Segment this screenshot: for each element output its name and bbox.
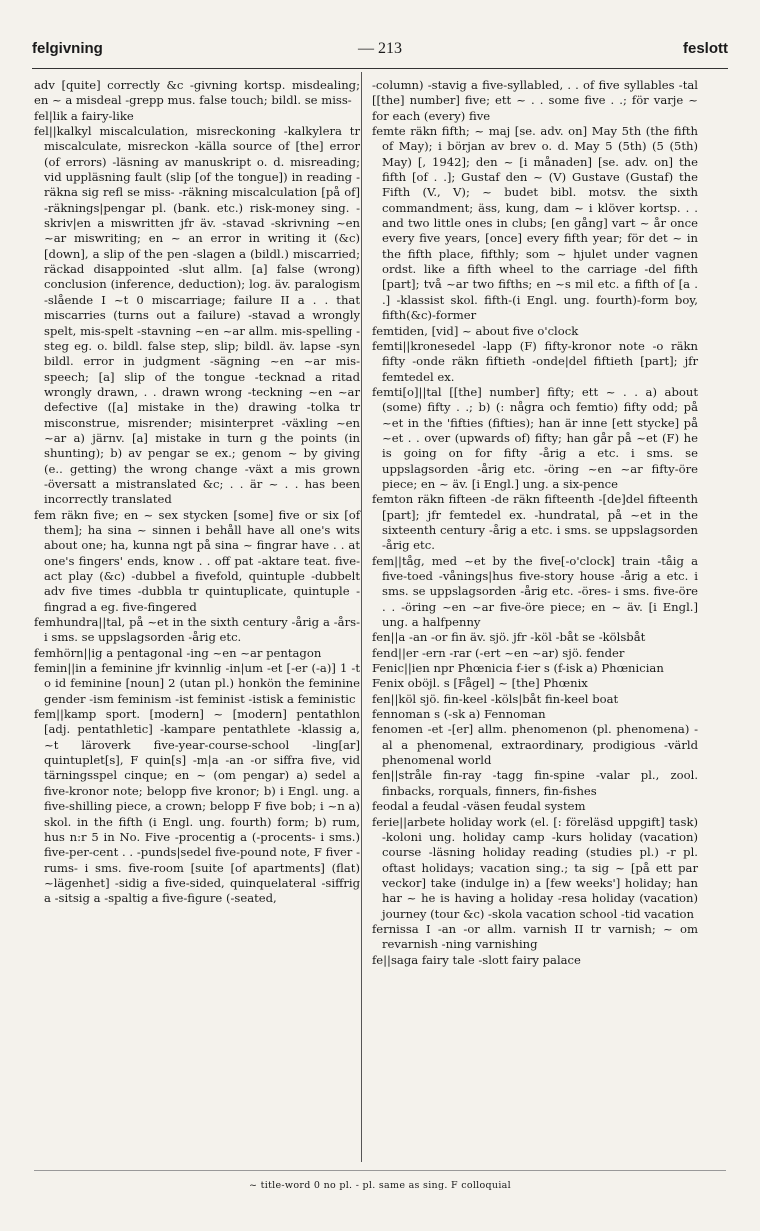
right-column [372, 78, 698, 968]
entry: fend||er -ern -rar (-ert ~en ~ar) sjö. fender [372, 645, 625, 660]
entry: fenomen -et -[er] allm. phenomenon (pl. phenomena) -al a phenomenal, extraordinary, prodigious -värld phenomenal world [372, 722, 698, 768]
entry: femhundra||tal, på ~et in the sixth century -årig a -års- i sms. se uppslagsorden -årig etc. [34, 615, 360, 645]
header-rule [32, 68, 728, 69]
entry: Fenic||ien npr Phœnicia f-ier s (f-isk a) Phœnician [372, 661, 664, 676]
entry: fem||kamp sport. [modern] ~ [modern] pentathlon [adj. pentathletic] -kampare pentathlete -klassig a, ~t läroverk five-year-course-school -ling[ar] quintuplet[s], F quin[s] -m|a -an -or siffra five, vid tärningsspel cinque; en ~ (om pengar) a) sedel a five-kronor note; belopp five kronor; b) i Engl. ung. a five-shilling piece, a crown; belopp F five bob; i ~n a) skol. in the fifth (i Engl. ung. fourth) form; b) rum, hus n:r 5 in No. Five -procentig a (-procents- i sms.) five-per-cent . . -punds|sedel five-pound note, F fiver -rums- i sms. five-room [suite [of apartments] (flat) ~lägenhet] -sidig a five-sided, quinquelateral -siffrig a -sitsig a -spaltig a five-figure (-seated, [34, 707, 360, 906]
entry: feodal a feudal -väsen feudal system [372, 799, 586, 814]
running-head-left: felgivning [32, 40, 103, 57]
entry: femti[o]||tal [[the] number] fifty; ett ~ . . a) about (some) fifty . .; b) (: några och femtio) fifty odd; på ~et in the 'fifties (fifties); han är inne [ett stycke] på ~et . . over (upwards of) fifty; han går på ~et (F) he is going on for fifty -årig a etc. i sms. se uppslagsorden -årig etc. -öring ~en ~ar fifty-öre piece; en ~ äv. [i Engl.] ung. a six-pence [372, 384, 698, 491]
entry: fernissa I -an -or allm. varnish II tr varnish; ~ om revarnish -ning varnishing [372, 921, 698, 952]
entry: Fenix oböjl. s [Fågel] ~ [the] Phœnix [372, 676, 588, 691]
entry: fem||tåg, med ~et by the five[-o'clock] train -tåig a five-toed -vånings|hus five-story house -årig a etc. i sms. se uppslagsorden -årig etc. -öres- i sms. five-öre . . -öring ~en ~ar five-öre piece; en ~ äv. [i Engl.] ung. a halfpenny [372, 553, 698, 630]
entry: ferie||arbete holiday work (el. [: föreläsd uppgift] task) -koloni ung. holiday camp -kurs holiday (vacation) course -läsning holiday reading (studies pl.) -r pl. oftast holidays; vacation sing.; ta sig ~ [på ett par veckor] take (indulge in) a [few weeks'] holiday; han har ~ he is having a holiday -resa holiday (vacation) journey (tour &c) -skola vacation school -tid vacation [372, 814, 698, 921]
page-number: — 213 [358, 40, 402, 58]
entry: fennoman s (-sk a) Fennoman [372, 707, 546, 722]
entry: fem räkn five; en ~ sex stycken [some] five or six [of them]; ha sina ~ sinnen i behåll have all one's wits about one; ha, kunna ngt på sina ~ fingrar have . . at one's fingers' ends, know . . off pat -aktare teat. five-act play (&c) -dubbel a fivefold, quintuple -dubbelt adv five times -dubbla tr quintuplicate, quintuple -fingrad a eg. five-fingered [34, 507, 360, 614]
entry: -column) -stavig a five-syllabled, . . of five syllables -tal [[the] number] five; ett ~ . . some five . .; för varje ~ for each (every) five [372, 78, 698, 123]
running-head-right: feslott [683, 40, 728, 57]
entry: femte räkn fifth; ~ maj [se. adv. on] May 5th (the fifth of May); i början av brev o. d. May 5 (5th) (5 (5th) May) [, 1942]; den ~ [i månaden] [se. adv. on] the fifth [of . .]; Gustaf den ~ (V) Gustave (Gustaf) the Fifth (V., V); ~ budet bibl. motsv. the sixth commandment; äss, kung, dam ~ i klöver kortsp. . . and two little ones in clubs; [en gång] vart ~ år once every five years, [once] every fifth year; för det ~ in the fifth place, fifthly; som ~ hjulet under vagnen ordst. like a fifth wheel to the carriage -del fifth [part]; två ~ar two fifths; en ~s mil etc. a fifth of [a . .] -klassist skol. fifth-(i Engl. ung. fourth)-form boy, fifth(&c)-former [372, 124, 698, 323]
entry: femhörn||ig a pentagonal -ing ~en ~ar pentagon [34, 645, 322, 660]
entry: femin||in a feminine jfr kvinnlig -in|um -et [-er (-a)] 1 -t o id feminine [noun] 2 (utan pl.) honkön the feminine gender -ism feminism -ist feminist -istisk a feministic [34, 661, 360, 706]
entry: femton räkn fifteen -de räkn fifteenth -[de]del fifteenth [part]; jfr femtedel ex. -hundratal, på ~et in the sixteenth century -årig a etc. i sms. se uppslagsorden -årig etc. [372, 492, 698, 553]
entry: fen||köl sjö. fin-keel -köls|båt fin-keel boat [372, 691, 619, 706]
page-header [32, 40, 728, 64]
abbreviation-key: ~ title-word 0 no pl. - pl. same as sing. F colloquial [249, 1180, 511, 1191]
entry: adv [quite] correctly &c -givning kortsp. misdealing; en ~ a misdeal -grepp mus. false touch; bildl. se miss- [34, 78, 360, 108]
column-divider [361, 72, 362, 1162]
left-column [34, 78, 360, 907]
footer-rule [34, 1170, 726, 1171]
entry: fen||stråle fin-ray -tagg fin-spine -valar pl., zool. finbacks, rorquals, finners, fin-fishes [372, 768, 698, 798]
entry: fe||saga fairy tale -slott fairy palace [372, 952, 581, 967]
entry: femtiden, [vid] ~ about five o'clock [372, 323, 579, 338]
entry: fen||a -an -or fin äv. sjö. jfr -köl -båt se -kölsbåt [372, 630, 646, 645]
entry: fel|lik a fairy-like [34, 108, 134, 123]
entry: femti||kronesedel -lapp (F) fifty-kronor note -o räkn fifty -onde räkn fiftieth -onde|del fiftieth [part]; jfr femtedel ex. [372, 338, 698, 384]
entry: fel||kalkyl miscalculation, misreckoning -kalkylera tr miscalculate, misreckon -källa source of [the] error (of errors) -läsning av manuskript o. d. misreading; vid uppläsning fault (slip [of the tongue]) in reading -räkna sig refl se miss- -räkning miscalculation [på of] -räknings|pengar pl. (bank. etc.) risk-money sing. -skriv|en a miswritten jfr äv. -stavad -skrivning ~en ~ar miswriting; en ~ an error in writing it (&c) [down], a slip of the pen -slagen a (bildl.) miscarried; räckad disappointed -slut allm. [a] false (wrong) conclusion (inference, deduction); log. äv. paralogism -slående I ~t 0 miscarriage; failure II a . . that miscarries (turns out a failure) -stavad a wrongly spelt, mis-spelt -stavning ~en ~ar allm. mis-spelling -steg eg. o. bildl. false step, slip; bildl. äv. lapse -syn bildl. error in judgment -sägning ~en ~ar mis-speech; [a] slip of the tongue -tecknad a ritad wrongly drawn, . . drawn wrong -teckning ~en ~ar defective ([a] mistake in the) drawing -tolka tr misconstrue, misrender; misinterpret -växling ~en ~ar a) järnv. [a] mistake in turn g the points (in shunting); b) av pengar se ex.; genom ~ by giving (e.. getting) the wrong change -växt a mis grown -översatt a mistranslated &c; . . är ~ . . has been incorrectly translated [34, 124, 360, 507]
